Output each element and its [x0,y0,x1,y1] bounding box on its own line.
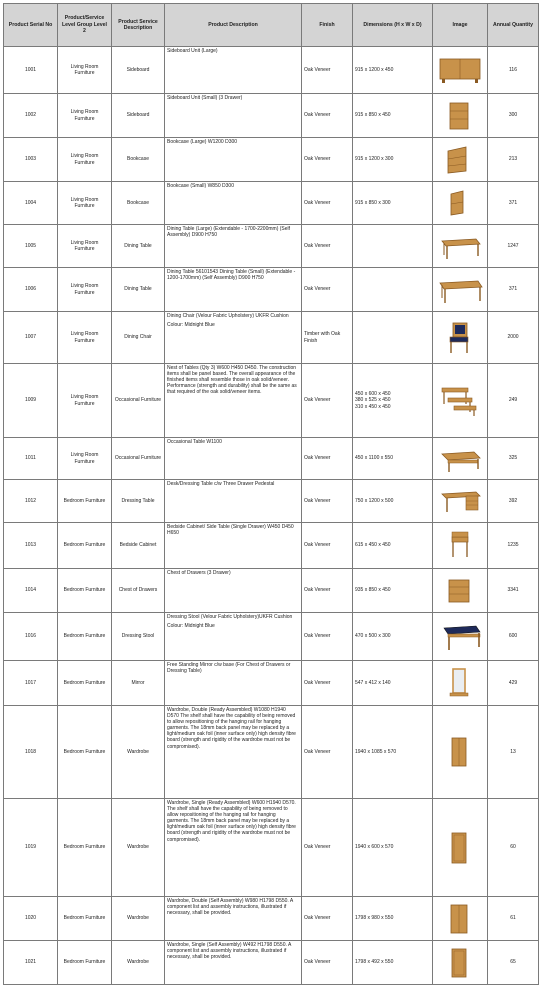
table-body [4,47,539,985]
description-cell [165,138,302,182]
group-cell: Bedroom Furniture [58,613,112,661]
image-cell [433,480,488,523]
description-text: Wardrobe, Double (Ready Assembled) W1080 H1940 D570 The shelf shall have the capability of being removed to allow repositioning of the hanging rail for hanging garments. The 18mm back panel may be replaced by a light/medium oak foil (inner surface only) high density fibre board (strength and rigidity of the wardrobe must not be compromised). [167,707,296,750]
description-text: Sideboard Unit (Small) (3 Drawer) [167,95,243,101]
service-cell: Dressing Stool [112,613,165,661]
service-cell: Bookcase [112,182,165,225]
quantity-cell: 1235 [488,523,539,569]
description-text: Occasional Table W1100 [167,439,222,445]
group-cell: Living Room Furniture [58,225,112,268]
quantity-cell: 213 [488,138,539,182]
service-cell: Wardrobe [112,941,165,985]
bedside-cabinet-icon [436,529,484,563]
group-cell: Bedroom Furniture [58,706,112,799]
table-row [4,138,539,182]
wardrobe-double-icon [436,735,484,769]
dimensions-cell: 915 x 1200 x 450 [353,47,433,94]
description-cell [165,523,302,569]
description-cell [165,182,302,225]
dimensions-cell: 450 x 1100 x 550 [353,438,433,480]
description-cell [165,897,302,941]
finish-cell: Oak Veneer [302,268,353,312]
dimensions-cell: 470 x 500 x 300 [353,613,433,661]
wardrobe-double-self-assembly-icon [436,902,484,936]
quantity-cell: 1247 [488,225,539,268]
wardrobe-single-self-assembly-icon [436,946,484,980]
group-cell: Living Room Furniture [58,364,112,438]
header-row [4,4,539,47]
group-cell: Bedroom Furniture [58,799,112,897]
serial-cell: 1017 [4,661,58,706]
header-finish: Finish [302,4,353,47]
finish-cell: Timber with Oak Finish [302,312,353,364]
serial-cell: 1021 [4,941,58,985]
quantity-cell: 325 [488,438,539,480]
chest-of-drawers-icon [436,574,484,608]
image-cell [433,47,488,94]
table-row [4,706,539,799]
dressing-stool-icon [436,620,484,654]
sideboard-small-icon [436,99,484,133]
serial-cell: 1020 [4,897,58,941]
finish-cell: Oak Veneer [302,182,353,225]
finish-cell: Oak Veneer [302,480,353,523]
dimensions-cell: 935 x 850 x 450 [353,569,433,613]
image-cell [433,941,488,985]
header-group: Product/Service Level Group Level 2 [58,4,112,47]
dining-table-large-icon [436,229,484,263]
serial-cell: 1018 [4,706,58,799]
description-cell [165,364,302,438]
image-cell [433,94,488,138]
description-cell [165,941,302,985]
finish-cell: Oak Veneer [302,897,353,941]
dimensions-cell: 915 x 850 x 450 [353,94,433,138]
table-row [4,47,539,94]
table-row [4,480,539,523]
table-row [4,94,539,138]
group-cell: Living Room Furniture [58,312,112,364]
product-schedule-table [3,3,539,985]
description-cell [165,661,302,706]
image-cell [433,523,488,569]
quantity-cell: 60 [488,799,539,897]
description-text: Dining Chair (Velour Fabric Upholstery) UKFR Cushion [167,313,289,319]
finish-cell: Oak Veneer [302,569,353,613]
header-description: Product Description [165,4,302,47]
table-row [4,661,539,706]
image-cell [433,706,488,799]
finish-cell: Oak Veneer [302,661,353,706]
wardrobe-single-icon [436,831,484,865]
dimensions-cell: 615 x 450 x 450 [353,523,433,569]
description-note: Colour: Midnight Blue [167,623,215,630]
table-row [4,569,539,613]
table-row [4,268,539,312]
image-cell [433,138,488,182]
table-row [4,182,539,225]
occasional-table-icon [436,442,484,476]
quantity-cell: 429 [488,661,539,706]
dining-table-small-icon [436,273,484,307]
service-cell: Bookcase [112,138,165,182]
dimensions-cell: 1940 x 1085 x 570 [353,706,433,799]
mirror-icon [436,666,484,700]
image-cell [433,364,488,438]
image-cell [433,225,488,268]
dimensions-cell: 915 x 850 x 300 [353,182,433,225]
image-cell [433,613,488,661]
table-row [4,312,539,364]
finish-cell: Oak Veneer [302,799,353,897]
image-cell [433,569,488,613]
dimensions-cell: 450 x 600 x 450 380 x 525 x 450 310 x 450 x 450 [353,364,433,438]
table-row [4,438,539,480]
dimensions-cell: 547 x 412 x 140 [353,661,433,706]
description-text: Sideboard Unit (Large) [167,48,218,54]
service-cell: Occasional Furniture [112,364,165,438]
group-cell: Living Room Furniture [58,138,112,182]
description-cell [165,94,302,138]
description-cell [165,706,302,799]
header-dimensions: Dimensions (H x W x D) [353,4,433,47]
finish-cell: Oak Veneer [302,94,353,138]
finish-cell: Oak Veneer [302,523,353,569]
service-cell: Chest of Drawers [112,569,165,613]
service-cell: Wardrobe [112,706,165,799]
dining-chair-icon [436,321,484,355]
quantity-cell: 3341 [488,569,539,613]
serial-cell: 1007 [4,312,58,364]
description-text: Wardrobe, Single (Self Assembly) W492 H1798 D550. A component list and assembly instructions, illustrated if necessary, shall be provided. [167,942,292,961]
finish-cell: Oak Veneer [302,438,353,480]
description-cell [165,438,302,480]
finish-cell: Oak Veneer [302,47,353,94]
group-cell: Bedroom Furniture [58,523,112,569]
image-cell [433,312,488,364]
bookcase-large-icon [436,143,484,177]
finish-cell: Oak Veneer [302,706,353,799]
dimensions-cell: 1940 x 600 x 570 [353,799,433,897]
quantity-cell: 600 [488,613,539,661]
description-cell [165,225,302,268]
sideboard-large-icon [436,53,484,87]
description-text: Dressing Stool (Velour Fabric Upholstery)UKFR Cushion [167,614,293,620]
description-text: Free Standing Mirror c/w base (For Chest of Drawers or Dressing Table) [167,662,291,675]
description-cell [165,613,302,661]
serial-cell: 1014 [4,569,58,613]
table-row [4,897,539,941]
image-cell [433,661,488,706]
description-cell [165,47,302,94]
dimensions-cell [353,225,433,268]
description-text: Dining Table (Large) (Extendable - 1700-2200mm) (Self Assembly) D900 H750 [167,226,291,239]
image-cell [433,897,488,941]
quantity-cell: 371 [488,268,539,312]
description-text: Nest of Tables (Qty 3) W600 H450 D450. The construction items shall be panel based. The overall appearance of the finished items shall resemble those in oak solid/veneer. Performance (strength and durability) shall be the same as that required of the oak solid/veneer items. [167,365,297,396]
header-service: Product Service Description [112,4,165,47]
table-row [4,799,539,897]
quantity-cell: 13 [488,706,539,799]
image-cell [433,268,488,312]
table-row [4,364,539,438]
description-note: Colour: Midnight Blue [167,322,215,329]
dimensions-cell: 1798 x 492 x 550 [353,941,433,985]
serial-cell: 1009 [4,364,58,438]
serial-cell: 1013 [4,523,58,569]
image-cell [433,799,488,897]
group-cell: Living Room Furniture [58,182,112,225]
group-cell: Living Room Furniture [58,268,112,312]
quantity-cell: 116 [488,47,539,94]
description-cell [165,480,302,523]
description-cell [165,799,302,897]
description-text: Wardrobe, Single (Ready Assembled) W600 H1940 D570. The shelf shall have the capability of being removed to allow repositioning of the hanging rail for hanging garments. The 18mm back panel may be replaced by a light/medium oak foil (inner surface only) high density fibre board (strength and rigidity of the wardrobe must not be compromised). [167,800,296,843]
description-text: Desk/Dressing Table c/w Three Drawer Pedestal [167,481,275,487]
service-cell: Dining Chair [112,312,165,364]
group-cell: Living Room Furniture [58,438,112,480]
description-text: Bookcase (Small) W850 D300 [167,183,234,189]
table-row [4,225,539,268]
serial-cell: 1011 [4,438,58,480]
service-cell: Dining Table [112,268,165,312]
description-text: Chest of Drawers (3 Drawer) [167,570,231,576]
description-text: Dining Table 56101543 Dining Table (Small) (Extendable - 1200-1700mm) (Self Assembly) D900 H750 [167,269,296,282]
service-cell: Wardrobe [112,799,165,897]
serial-cell: 1001 [4,47,58,94]
description-text: Bookcase (Large) W1200 D300 [167,139,238,145]
serial-cell: 1003 [4,138,58,182]
serial-cell: 1006 [4,268,58,312]
group-cell: Bedroom Furniture [58,897,112,941]
serial-cell: 1002 [4,94,58,138]
finish-cell: Oak Veneer [302,613,353,661]
service-cell: Dining Table [112,225,165,268]
description-text: Bedside Cabinet/ Side Table (Single Drawer) W450 D450 H650 [167,524,294,537]
nest-of-tables-icon [436,384,484,418]
service-cell: Sideboard [112,94,165,138]
service-cell: Occasional Furniture [112,438,165,480]
finish-cell: Oak Veneer [302,941,353,985]
image-cell [433,182,488,225]
group-cell: Bedroom Furniture [58,569,112,613]
finish-cell: Oak Veneer [302,225,353,268]
dimensions-cell [353,312,433,364]
group-cell: Bedroom Furniture [58,661,112,706]
group-cell: Living Room Furniture [58,47,112,94]
header-image: Image [433,4,488,47]
image-cell [433,438,488,480]
dimensions-cell: 915 x 1200 x 300 [353,138,433,182]
quantity-cell: 392 [488,480,539,523]
serial-cell: 1004 [4,182,58,225]
service-cell: Bedside Cabinet [112,523,165,569]
serial-cell: 1019 [4,799,58,897]
table-row [4,613,539,661]
group-cell: Living Room Furniture [58,94,112,138]
header-quantity: Annual Quantity [488,4,539,47]
serial-cell: 1005 [4,225,58,268]
quantity-cell: 300 [488,94,539,138]
quantity-cell: 249 [488,364,539,438]
header-serial: Product Serial No [4,4,58,47]
quantity-cell: 61 [488,897,539,941]
finish-cell: Oak Veneer [302,138,353,182]
quantity-cell: 371 [488,182,539,225]
description-cell [165,268,302,312]
quantity-cell: 65 [488,941,539,985]
description-text: Wardrobe, Double (Self Assembly) W980 H1798 D550. A component list and assembly instructions, illustrated if necessary, shall be provided. [167,898,293,917]
service-cell: Sideboard [112,47,165,94]
group-cell: Bedroom Furniture [58,941,112,985]
dimensions-cell: 1798 x 980 x 550 [353,897,433,941]
dimensions-cell: 750 x 1200 x 500 [353,480,433,523]
service-cell: Dressing Table [112,480,165,523]
serial-cell: 1012 [4,480,58,523]
finish-cell: Oak Veneer [302,364,353,438]
bookcase-small-icon [436,186,484,220]
quantity-cell: 2000 [488,312,539,364]
description-cell [165,312,302,364]
description-cell [165,569,302,613]
service-cell: Mirror [112,661,165,706]
serial-cell: 1016 [4,613,58,661]
group-cell: Bedroom Furniture [58,480,112,523]
dressing-table-icon [436,484,484,518]
table-row [4,523,539,569]
dimensions-cell [353,268,433,312]
service-cell: Wardrobe [112,897,165,941]
table-row [4,941,539,985]
